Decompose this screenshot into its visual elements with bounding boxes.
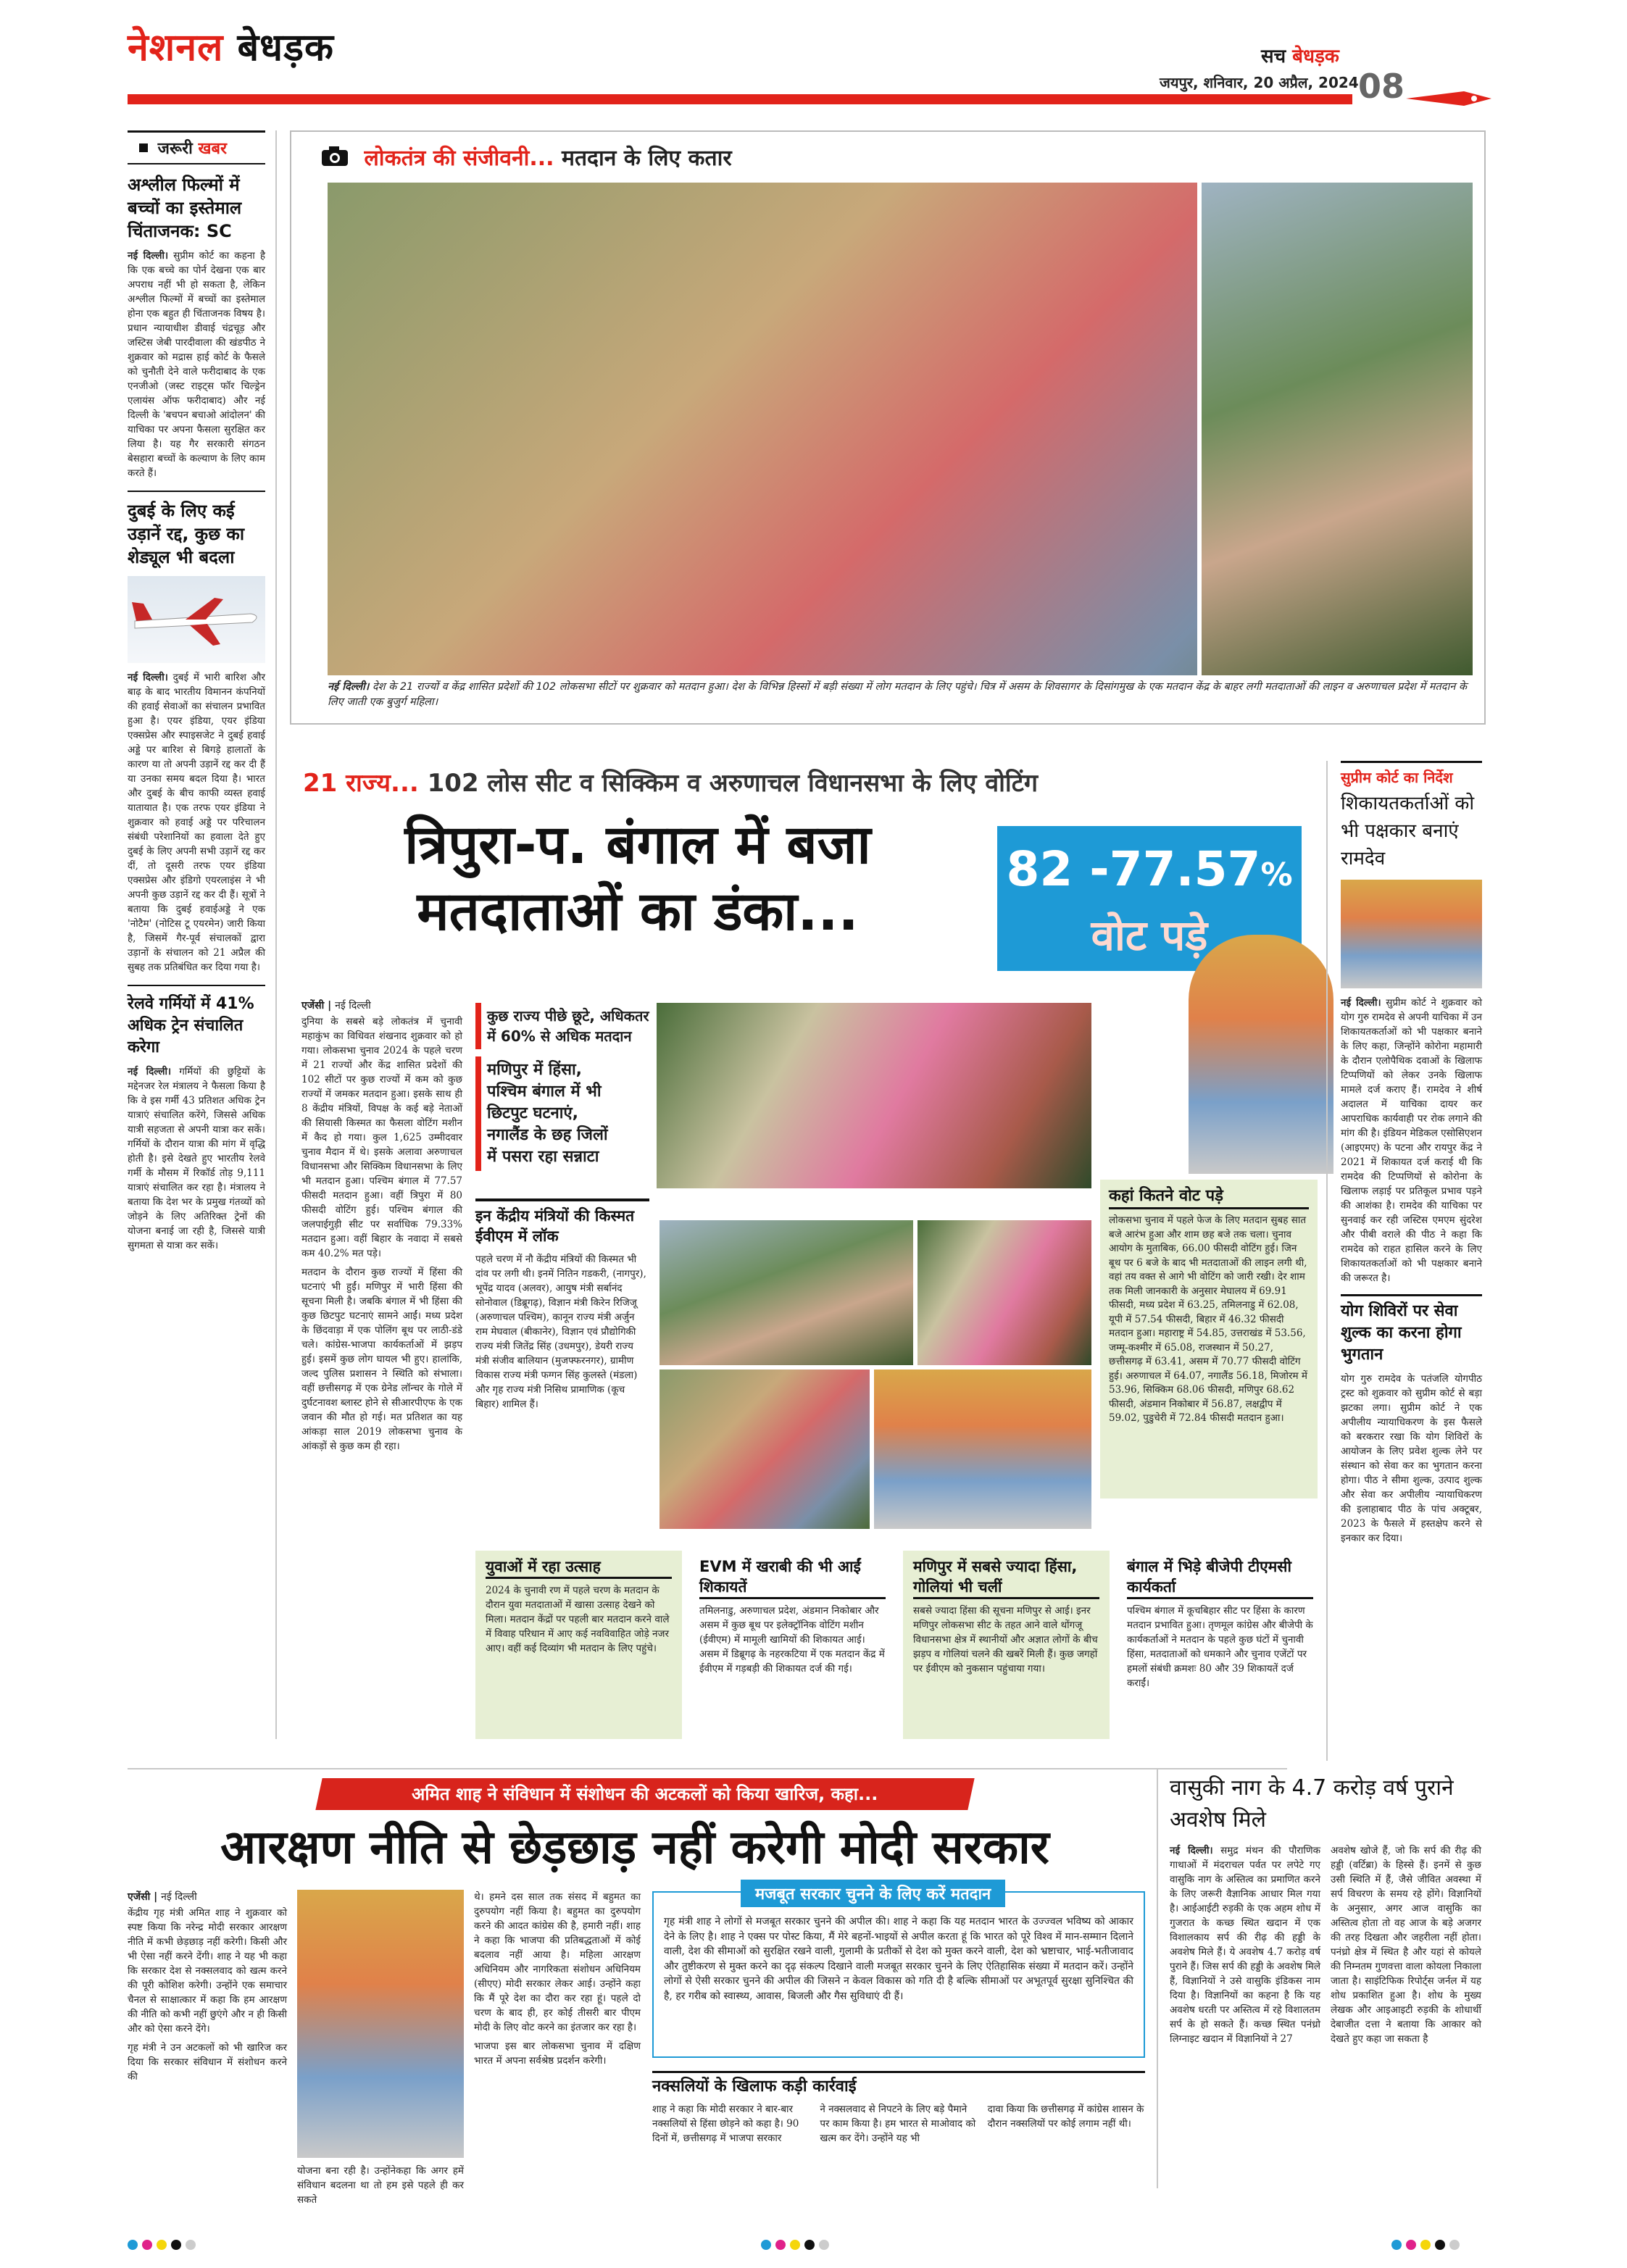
- lead-byline: एजेंसी | नई दिल्ली: [301, 1000, 371, 1012]
- turnout-box: [1100, 1180, 1318, 1498]
- bottom-box-headline: EVM में खराबी की भी आईं शिकायतें: [699, 1556, 886, 1599]
- bottom-boxes: [475, 1551, 1323, 1739]
- second-story-col1: [128, 1906, 287, 2084]
- polling-booth-photo-4: [874, 1369, 1091, 1529]
- yellow-dot: [790, 2240, 800, 2250]
- right-story2-body: योग गुरु रामदेव के पतंजलि योगपीठ ट्रस्ट को शुक्रवार को सुप्रीम कोर्ट से बड़ा झटका लगा। सुप्रीम कोर्ट ने एक अपीलीय न्यायाधिकरण के इस फैसले को बरकरार रखा कि योग शिविरों के आयोजन के लिए प्रवेश शुल्क लेने पर संस्थान को सेवा कर का भुगतान करना होगा। पीठ ने सीमा शुल्क, उत्पाद शुल्क और सेवा कर अपीलीय न्यायाधिकरण की इलाहाबाद पीठ के पांच अक्टूबर, 2023 के फैसले में हस्तक्षेप करने से इनकार कर दिया।: [1341, 1373, 1482, 1544]
- strong-govt-title: मजबूत सरकार चुनने के लिए करें मतदान: [741, 1880, 1005, 1907]
- lead-bullet2: [475, 1056, 655, 1171]
- second-story-headline: आरक्षण नीति से छेड़छाड़ नहीं करेगी मोदी सरकार: [220, 1821, 1049, 1875]
- bottom-box: [475, 1551, 682, 1739]
- black-dot: [171, 2240, 181, 2250]
- masthead-rule: [128, 94, 1352, 104]
- story1-headline: अश्लील फिल्मों में बच्चों का इस्तेमाल चिंताजनक: SC: [128, 175, 242, 241]
- photo-caption: [328, 680, 1473, 710]
- airplane-icon: [128, 576, 265, 663]
- photo-feature: [290, 130, 1486, 725]
- story2-text: दुबई में भारी बारिश और बाढ़ के बाद भारतीय विमानन कंपनियों की हवाई सेवाओं का संचालन प्रभावित हुआ है। एयर इंडिया, एयर इंडिया एक्सप्रेस और स्पाइसजेट ने दुबई हवाई अड्डे पर बारिश से बिगड़े हालातों के कारण या तो अपनी उड़ानें रद्द कर दी हैं या उनका समय बदल दिया है। भारत और दुबई के बीच काफी व्यस्त हवाई यातायात है। एक तरफ एयर इंडिया ने शुक्रवार को हवाई अड्डे पर परिचालन संबंधी परेशानियों का हवाला देते हुए दुबई के लिए अपनी सभी उड़ानें रद्द कर दीं, तो दूसरी तरफ एयर इंडिया एक्सप्रेस और इंडिगो एयरलाइंस ने भी अपनी कुछ उड़ानें रद्द कर दी हैं। सूत्रों ने बताया कि दुबई हवाईअड्डे ने एक 'नोटैम' (नोटिस टू एयरमेन) जारी किया है, जिसमें गैर-पूर्व संचालकों द्वारा उड़ानों के संचालन को 21 अप्रैल की सुबह तक प्रतिबंधित कर दिया गया है।: [128, 672, 266, 973]
- section-divider: [128, 1768, 1287, 1769]
- naxal-title: नक्सलियों के खिलाफ कड़ी कार्रवाई: [652, 2071, 1145, 2098]
- photo-caption-lead: नई दिल्ली।: [328, 681, 370, 693]
- stat-unit: %: [1260, 856, 1293, 893]
- lead-bullet1: [475, 1003, 655, 1049]
- women-voters-photo: [657, 1003, 1091, 1188]
- story1-text: सुप्रीम कोर्ट का कहना है कि एक बच्चे का पोर्न देखना एक बार अपराध नहीं भी हो सकता है, लेकिन अश्लील फिल्मों में बच्चों का इस्तेमाल होना एक बहुत ही चिंताजनक विषय है। प्रधान न्यायाधीश डीवाई चंद्रचूड़ और जस्टिस जेबी पारदीवाला की खंडपीठ ने शुक्रवार को मद्रास हाई कोर्ट के फैसले को चुनौती देने वाले फरीदाबाद के एक एनजीओ (जस्ट राइट्स फॉर चिल्ड्रेन एलायंस ऑफ फरीदाबाद) और नई दिल्ली के 'बचपन बचाओ आंदोलन' की याचिका पर अपना फैसला सुरक्षित कर लिया है। यह गैर सरकारी संगठन बेसहारा बच्चों के कल्याण के लिए काम करते हैं।: [128, 250, 265, 479]
- magenta-dot: [1406, 2240, 1416, 2250]
- polling-booth-photo-2: [917, 1220, 1091, 1365]
- byline-place: नई दिल्ली: [335, 1000, 371, 1012]
- bottom-box-body: पश्चिम बंगाल में कूचबिहार सीट पर हिंसा के कारण मतदान प्रभावित हुआ। तृणमूल कांग्रेस और बीजेपी के कार्यकर्ताओं ने मतदान के पहले कुछ घंटों में चुनावी हिंसा, मतदाताओं को धमकाने और चुनाव एजेंटों पर हमलों संबंधी क्रमशः 80 और 39 शिकायतें दर्ज कराईं।: [1127, 1605, 1313, 1689]
- cyan-dot: [128, 2240, 138, 2250]
- page-number: 08: [1358, 67, 1405, 106]
- grey-dot: [186, 2240, 196, 2250]
- second-story-col3: [474, 1890, 641, 2068]
- ramdev-photo: [1341, 880, 1482, 988]
- second-col3-p1: थे। हमने दस साल तक संसद में बहुमत का दुरुपयोग नहीं किया है। बहुमत का दुरुपयोग करने की आदत कांग्रेस की है, हमारी नहीं। शाह ने कहा कि भाजपा की प्रतिबद्धताओं में कोई बदलाव नहीं आया है। महिला आरक्षण अधिनियम और नागरिकता संशोधन अधिनियम (सीएए) मोदी सरकार लेकर आई। उन्होंने कहा कि मैं पूरे देश का दौरा कर रहा हूं। पहले दो चरण के बाद ही, हर कोई तीसरी बार पीएम मोदी के लिए वोट करने का इंतजार कर रहा है।: [474, 1891, 641, 2033]
- ministers-body: पहले चरण में नौ केंद्रीय मंत्रियों की किस्मत भी दांव पर लगी थी। इनमें नितिन गडकरी, (नागपुर), भूपेंद्र यादव (अलवर), आयुष मंत्री सर्बानंद सोनोवाल (डिब्रूगढ़), विज्ञान मंत्री किरेन रिजिजू (अरुणाचल पश्चिम), कानून राज्य मंत्री अर्जुन राम मेघवाल (बीकानेर), विज्ञान एवं प्रौद्योगिकी राज्य मंत्री जितेंद्र सिंह (उधमपुर), डेयरी राज्य मंत्री संजीव बालियान (मुजफ्फरनगर), ग्रामीण विकास राज्य मंत्री फग्गन सिंह कुलस्ते (मंडला) और गृह राज्य मंत्री निसिथ प्रामाणिक (कूच बिहार) शामिल हैं।: [475, 1254, 646, 1410]
- registration-marks-center: [761, 2239, 833, 2253]
- lead-bullet2-line3: छिटपुट घटनाएं,: [487, 1104, 578, 1122]
- story3-headline: रेलवे गर्मियों में 41% अधिक ट्रेन संचालित करेगा: [128, 995, 254, 1056]
- section-label-part2: खबर: [198, 140, 228, 158]
- right-story1-dateline: नई दिल्ली।: [1341, 997, 1381, 1009]
- elderly-woman-photo: [1197, 183, 1473, 675]
- section-label-icon: [139, 143, 148, 152]
- right-story1-text: सुप्रीम कोर्ट ने शुक्रवार को योग गुरु रामदेव से अपनी याचिका में उन शिकायतकर्ताओं को भी पक्षकार बनाने के लिए कहा, जिन्होंने कोरोना महामारी के दौरान एलोपैथिक दवाओं के खिलाफ टिप्पणियों को लेकर उनके खिलाफ मामले दर्ज कराए हैं। रामदेव ने शीर्ष अदालत में याचिका दायर कर आपराधिक कार्यवाही पर रोक लगाने की मांग की है। इंडियन मेडिकल एसोसिएशन (आइएमए) के पटना और रायपुर केंद्र ने 2021 में शिकायत दर्ज कराई थी कि रामदेव की टिप्पणियों से कोरोना के खिलाफ लड़ाई पर प्रतिकूल प्रभाव पड़ने की आशंका है। रामदेव की याचिका पर सुनवाई कर रही जस्टिस एमएम सुंदरेश और पीबी वराले की पीठ ने कहा कि रामदेव को राहत हासिल करने के लिए शिकायतकर्ताओं को भी पक्षकार बनाने की जरूरत है।: [1341, 997, 1483, 1284]
- bottom-box: [1117, 1551, 1323, 1739]
- registration-marks-left: [128, 2239, 200, 2253]
- right-sidebar: [1341, 761, 1482, 1546]
- polling-booth-photo-3: [659, 1369, 870, 1529]
- ministers-headline: इन केंद्रीय मंत्रियों की किस्मत ईवीएम में लॉक: [475, 1198, 649, 1246]
- turnout-body: लोकसभा चुनाव में पहले फेज के लिए मतदान सुबह सात बजे आरंभ हुआ और शाम छह बजे तक चला। चुनाव आयोग के मुताबिक, 66.00 फीसदी वोटिंग हुई। जिन बूथ पर 6 बजे के बाद भी मतदाताओं की लाइन लगी थी, वहां तय वक्त से आगे भी वोटिंग को जारी रखी। देर शाम तक मिली जानकारी के अनुसार मेघालय में 69.91 फीसदी, मध्य प्रदेश में 63.25, तमिलनाडु में 62.08, यूपी में 57.54 फीसदी, बिहार में 46.32 फीसदी मतदान हुआ। महाराष्ट्र में 54.85, उत्तराखंड में 53.56, जम्मू-कश्मीर में 65.08, राजस्थान में 50.27, छत्तीसगढ़ में 63.41, असम में 70.77 फीसदी वोटिंग हुई। अरुणाचल में 64.07, नगालैंड 56.18, मिजोरम में 53.96, सिक्किम 68.06 फीसदी, मणिपुर 68.62 फीसदी, अंडमान निकोबार में 56.87, लक्षद्वीप में 59.02, पुडुचेरी में 72.84 फीसदी मतदान हुआ।: [1109, 1214, 1307, 1424]
- registration-marks-right: [1391, 2239, 1464, 2253]
- vasuki-dateline: नई दिल्ली।: [1170, 1845, 1213, 1856]
- bottom-box-body: सबसे ज्यादा हिंसा की सूचना मणिपुर से आई। इनर मणिपुर लोकसभा सीट के तहत आने वाले थोंगजू विधानसभा क्षेत्र में स्थानीयों और अज्ञात लोगों के बीच झड़प व गोलियां चलने की खबरें मिली हैं। कुछ जगहों पर ईवीएम को नुकसान पहुंचाया गया।: [913, 1605, 1098, 1675]
- ministers-box: [475, 1198, 649, 1412]
- second-story-banner-text: अमित शाह ने संविधान में संशोधन की अटकलों को किया खारिज, कहा...: [412, 1784, 878, 1804]
- stat-value: 82 -77.57: [1006, 841, 1261, 897]
- second-story-byline: एजेंसी | नई दिल्ली: [128, 1891, 197, 1903]
- vasuki-col2: अवशेष खोजे हैं, जो कि सर्प की रीढ़ की हड्डी (वर्टिब्रा) के हिस्से हैं। इनमें से कुछ उसी स्थिति में हैं, जैसे जीवित अवस्था में सर्प विचरण के समय रहे होंगे। विज्ञानियों के अनुसार, अगर आज वासुकि का अस्तित्व होता तो वह आज के बड़े अजगर की तरह दिखता और जहरीला नहीं होता। पनंध्रो क्षेत्र में स्थित है और यहां से कोयले की निम्नतम गुणवत्ता वाला कोयला निकाला जाता है। साइंटिफिक रिपोर्ट्स जर्नल में यह शोध प्रकाशित हुआ है। शोध के मुख्य लेखक और आइआइटी रुड़की के शोधार्थी देबाजीत दत्ता ने बताया कि आकार को देखते हुए कहा जा सकता है: [1331, 1845, 1481, 2045]
- photo-feature-title: मतदान के लिए कतार: [562, 146, 732, 171]
- yellow-dot: [157, 2240, 167, 2250]
- story2-dateline: नई दिल्ली।: [128, 672, 168, 683]
- strong-govt-box: [652, 1885, 1145, 2058]
- cyan-dot: [1391, 2240, 1402, 2250]
- story2-body: [128, 670, 265, 975]
- story3-dateline: नई दिल्ली।: [128, 1066, 172, 1077]
- masthead: [0, 0, 1627, 116]
- cyan-dot: [761, 2240, 771, 2250]
- second-col1-p1: केंद्रीय गृह मंत्री अमित शाह ने शुक्रवार को स्पष्ट किया कि नरेन्द्र मोदी सरकार आरक्षण नीति में कभी छेड़छाड़ नहीं करेगी। किसी और भी ऐसा नहीं करने देंगी। शाह ने यह भी कहा कि सरकार देश से नक्सलवाद को खत्म करने की पूरी कोशिश करेगी। उन्होंने एक समाचार चैनल से साक्षात्कार में कहा कि हम आरक्षण की नीति को कभी नहीं छुएंगे और न ही किसी और को ऐसा करने देंगे।: [128, 1907, 287, 2035]
- magenta-dot: [142, 2240, 152, 2250]
- polling-booth-photo-1: [659, 1220, 913, 1365]
- naxal-col3: दावा किया कि छत्तीसगढ़ में कांग्रेस शासन के दौरान नक्सलियों पर कोई लगाम नहीं थी।: [987, 2104, 1144, 2130]
- right-story1-kicker: सुप्रीम कोर्ट का निर्देश: [1341, 761, 1482, 787]
- right-story1-body: [1341, 996, 1482, 1285]
- story1-dateline: नई दिल्ली।: [128, 250, 169, 262]
- photo-caption-text: देश के 21 राज्यों व केंद्र शासित प्रदेशों की 102 लोकसभा सीटों पर शुक्रवार को मतदान हुआ। देश के विभिन्न हिस्सों में बड़ी संख्या में लोग मतदान के लिए पहुंचे। चित्र में असम के शिवसागर के दिसांगमुख के एक मतदान केंद्र के बाहर लगी मतदाताओं की लाइन व अरुणाचल प्रदेश में मतदान के लिए जाती एक बुजुर्ग महिला।: [328, 681, 1467, 708]
- section-label-part1: जरूरी: [157, 140, 193, 158]
- second-byline-agency: एजेंसी: [128, 1891, 151, 1903]
- magenta-dot: [775, 2240, 786, 2250]
- pen-nib-icon: [1406, 86, 1493, 112]
- lead-headline: [304, 812, 971, 945]
- bottom-box-body: 2024 के चुनावी रण में पहले चरण के मतदान के दौरान युवा मतदाताओं में खासा उत्साह देखने को मिला। मतदान केंद्रों पर पहली बार मतदान करने वाले में विवाह परिधान में आए कई नवविवाहित जोड़े नजर आए। वहीं कई दिव्यांग भी मतदान के लिए पहुंचे।: [486, 1585, 670, 1654]
- lead-body: [301, 1014, 462, 1454]
- bottom-box: [689, 1551, 896, 1739]
- amit-shah-photo: [297, 1890, 464, 2158]
- vasuki-col1-text: समुद्र मंथन की पौराणिक गाथाओं में मंदराचल पर्वत पर लपेटे गए वासुकि नाग के अस्तित्व का प्रमाणित करने के लिए जरूरी वैज्ञानिक आधार मिल गया है। आईआईटी रुड़की के एक अहम शोध में गुजरात के कच्छ स्थित खदान में एक विशालकाय सर्प की रीढ़ की हड्डी के अवशेष मिले हैं। ये अवशेष 4.7 करोड़ वर्ष पुराने हैं। जिस सर्प की हड्डी के अवशेष मिले हैं, विज्ञानियों ने उसे वासुकि इंडिकस नाम दिया है। विज्ञानियों का कहना है कि यह अवशेष धरती पर अस्तित्व में रहे विशालतम सर्प के हो सकते हैं। कच्छ स्थित पनंध्रो लिग्नाइट खदान में विज्ञानियों ने 27: [1170, 1845, 1320, 2045]
- second-story-banner: [315, 1778, 974, 1810]
- stat-label: वोट पड़े: [1091, 911, 1208, 960]
- story2-headline: दुबई के लिए कई उड़ानें रद्द, कुछ का शेड्यूल भी बदला: [128, 501, 245, 567]
- naxal-col2: ने नक्सलवाद से निपटने के लिए बड़े पैमाने पर काम किया है। हम भारत से माओवाद को खत्म कर देंगे। उन्होंने यह भी: [820, 2104, 976, 2144]
- lead-bullet1-text: कुछ राज्य पीछे छूटे, अधिकतर में 60% से अधिक मतदान: [487, 1007, 649, 1045]
- lead-kicker-text: 102 लोस सीट व सिक्किम व अरुणाचल विधानसभा के लिए वोटिंग: [427, 769, 1039, 798]
- lead-headline-line1: त्रिपुरा-प. बंगाल में बजा: [404, 814, 871, 876]
- bottom-box-body: तमिलनाडु, अरुणाचल प्रदेश, अंडमान निकोबार और असम में कुछ बूथ पर इलेक्ट्रॉनिक वोटिंग मशीन (ईवीएम) में मामूली खामियों की शिकायत आई। असम में डिब्रूगढ़ के नहरकटिया में एक मतदान केंद्र में ईवीएम में गड़बड़ी की शिकायत दर्ज की गई।: [699, 1605, 885, 1675]
- black-dot: [804, 2240, 815, 2250]
- grey-dot: [819, 2240, 829, 2250]
- black-dot: [1435, 2240, 1445, 2250]
- brand-part1: सच: [1261, 46, 1286, 67]
- right-story2-headline: योग शिविरों पर सेवा शुल्क का करना होगा भुगतान: [1341, 1294, 1482, 1366]
- photo-feature-kicker: लोकतंत्र की संजीवनी...: [364, 146, 554, 171]
- masthead-title-part2: बेधड़क: [237, 26, 334, 70]
- lead-body-p1: दुनिया के सबसे बड़े लोकतंत्र में चुनावी महाकुंभ का विधिवत शंखनाद शुक्रवार को हो गया। लोकसभा चुनाव 2024 के पहले चरण में 21 राज्यों और केंद्र शासित प्रदेशों की 102 सीटों पर कुछ राज्यों में कम को कुछ राज्यों में जमकर मतदान हुआ। इसके साथ ही 8 केंद्रीय मंत्रियों, विपक्ष के कई बड़े नेताओं की सियासी किस्मत का फैसला वोटिंग मशीन में कैद हो गया। कुल 1,625 उम्मीदवार चुनाव मैदान में थे। इसके अलावा अरुणाचल विधानसभा और सिक्किम विधानसभा के लिए भी मतदान हुआ। पश्चिम बंगाल में 77.57 फीसदी मतदान हुआ। वहीं त्रिपुरा में 80 फीसदी वोटिंग हुई। पश्चिम बंगाल की जलपाईगुड़ी सीट पर सर्वाधिक 79.33% मतदान हुआ। वहीं बिहार के नवादा में सबसे कम 40.2% मत पड़े।: [301, 1016, 462, 1259]
- lead-headline-line2: मतदाताओं का डंका...: [417, 880, 859, 943]
- second-story-col2: योजना बना रही है। उन्होंनेकहा कि अगर हमें संविधान बदलना था तो हम इसे पहले ही कर सकते: [297, 2165, 464, 2206]
- lead-bullet2-line2: पश्चिम बंगाल में भी: [487, 1083, 602, 1101]
- section-label: [128, 130, 265, 164]
- yellow-dot: [1420, 2240, 1431, 2250]
- turnout-headline: कहां कितने वोट पड़े: [1109, 1185, 1309, 1209]
- masthead-title: [128, 20, 334, 72]
- lead-body-p2: मतदान के दौरान कुछ राज्यों में हिंसा की घटनाएं भी हुईं। मणिपुर में भारी हिंसा की सूचना मिली है। जबकि बंगाल में भी हिंसा की कुछ छिटपुट घटनाएं सामने आईं। मध्य प्रदेश के छिंदवाड़ा में एक पोलिंग बूथ पर लाठी-डंडे चले। कांग्रेस-भाजपा कार्यकर्ताओं में झड़प हुई। इसमें कुछ लोग घायल भी हुए। हालांकि, जल्द पुलिस प्रशासन ने स्थिति को संभाला। वहीं छत्तीसगढ़ में एक ग्रेनेड लॉन्चर के गोले में दुर्घटनावश ब्लास्ट होने से सीआरपीएफ के एक जवान की मौत हो गई। मत प्रतिशत का यह आंकड़ा साल 2019 लोकसभा चुनाव के आंकड़ों से कुछ कम ही रहा।: [301, 1267, 462, 1452]
- brand-part2: बेधड़क: [1292, 46, 1339, 67]
- vasuki-headline: वासुकी नाग के 4.7 करोड़ वर्ष पुराने अवशेष मिले: [1170, 1775, 1454, 1833]
- left-sidebar: [128, 130, 265, 1253]
- lead-kicker: [303, 765, 1038, 799]
- bottom-box-headline: मणिपुर में सबसे ज्यादा हिंसा, गोलियां भी चलीं: [913, 1556, 1099, 1599]
- story3-body: [128, 1064, 265, 1253]
- camera-icon: [320, 146, 349, 173]
- strong-govt-body: गृह मंत्री शाह ने लोगों से मजबूत सरकार चुनने की अपील की। शाह ने कहा कि यह मतदान भारत के उज्ज्वल भविष्य को आकार देने के लिए है। शाह ने एक्स पर पोस्ट किया, मैं मेरे बहनों-भाइयों से अपील करता हूं कि भारत को पूरे विश्व में मान-सम्मान दिलाने वाली, देश की सीमाओं को सुरक्षित रखने वाली, गुलामी के प्रतीकों से देश को मुक्त करने वाली, देश को भ्रष्टाचार, भाई-भतीजावाद और तुष्टीकरण से मुक्त करने का दृढ़ संकल्प दिखाने वाली मजबूत सरकार चुनने के लिए ऐतिहासिक संख्या में मतदान करें। उन्होंने लोगों से ऐसी सरकार चुनने की अपील की जिसने न केवल विकास को गति दी है बल्कि सीमाओं पर अभूतपूर्व सुरक्षा सुनिश्चित की है, हर गरीब को स्वास्थ्य, आवास, बिजली और गैस सुविधाएं दी हैं।: [664, 1916, 1133, 2002]
- right-story1-headline: शिकायतकर्ताओं को भी पक्षकार बनाएं रामदेव: [1341, 793, 1475, 870]
- vasuki-divider: [1157, 1768, 1158, 2188]
- photo-feature-header: [320, 142, 732, 173]
- masthead-dateline: जयपुर, शनिवार, 20 अप्रैल, 2024: [1160, 74, 1359, 91]
- vasuki-col1: [1170, 1843, 1320, 2046]
- story3-text: गर्मियों की छुट्टियों के मद्देनजर रेल मंत्रालय ने फैसला किया है कि वे इस गर्मी 43 प्रतिशत अधिक ट्रेन यात्राएं संचालित करेंगे, जिससे अधिक यात्री सहजता से अपनी यात्रा कर सकें। गर्मियों के दौरान यात्रा की मांग में वृद्धि होती है। इसे देखते हुए भारतीय रेलवे गर्मी के मौसम में रिकॉर्ड तोड़ 9,111 यात्राएं संचालित कर रहा है। मंत्रालय ने बताया कि देश भर के प्रमुख गंतव्यों को जोड़ने के लिए अतिरिक्त ट्रेनों की योजना बनाई जा रही है, जिससे यात्री सुगमता से यात्रा कर सकें।: [128, 1066, 266, 1251]
- byline-agency: एजेंसी: [301, 1000, 325, 1012]
- masthead-brand: [1261, 42, 1339, 68]
- lead-bullet-panel: [475, 1003, 655, 1171]
- left-column-divider: [275, 130, 277, 1739]
- second-byline-place: नई दिल्ली: [161, 1891, 197, 1903]
- airplane-photo: [128, 576, 265, 663]
- second-col3-p2: भाजपा इस बार लोकसभा चुनाव में दक्षिण भारत में अपना सर्वश्रेष्ठ प्रदर्शन करेगी।: [474, 2040, 641, 2067]
- naxal-box: [652, 2071, 1145, 2187]
- naxal-col1: शाह ने कहा कि मोदी सरकार ने बार-बार नक्सलियों से हिंसा छोड़ने को कहा है। 90 दिनों में, छत्तीसगढ़ में भाजपा सरकार: [652, 2104, 799, 2144]
- vasuki-story: [1170, 1772, 1481, 2046]
- bottom-box-headline: युवाओं में रहा उत्साह: [486, 1556, 672, 1579]
- lead-bullet2-line5: में पसरा रहा सन्नाटा: [487, 1148, 599, 1166]
- second-col1-p2: गृह मंत्री ने उन अटकलों को भी खारिज कर दिया कि सरकार संविधान में संशोधन करने की: [128, 2042, 287, 2083]
- lead-bullet2-line1: मणिपुर में हिंसा,: [487, 1061, 583, 1079]
- lead-kicker-red: 21 राज्य...: [303, 769, 419, 798]
- bottom-box: [903, 1551, 1110, 1739]
- story1-body: [128, 249, 265, 480]
- lead-bullet2-line4: नगालैंड के छह जिलों: [487, 1126, 608, 1144]
- bottom-box-headline: बंगाल में भिड़े बीजेपी टीएमसी कार्यकर्ता: [1127, 1556, 1313, 1599]
- right-column-divider: [1326, 761, 1328, 1761]
- masthead-title-part1: नेशनल: [128, 26, 224, 70]
- grey-dot: [1449, 2240, 1460, 2250]
- voter-woman-photo: [1189, 935, 1333, 1174]
